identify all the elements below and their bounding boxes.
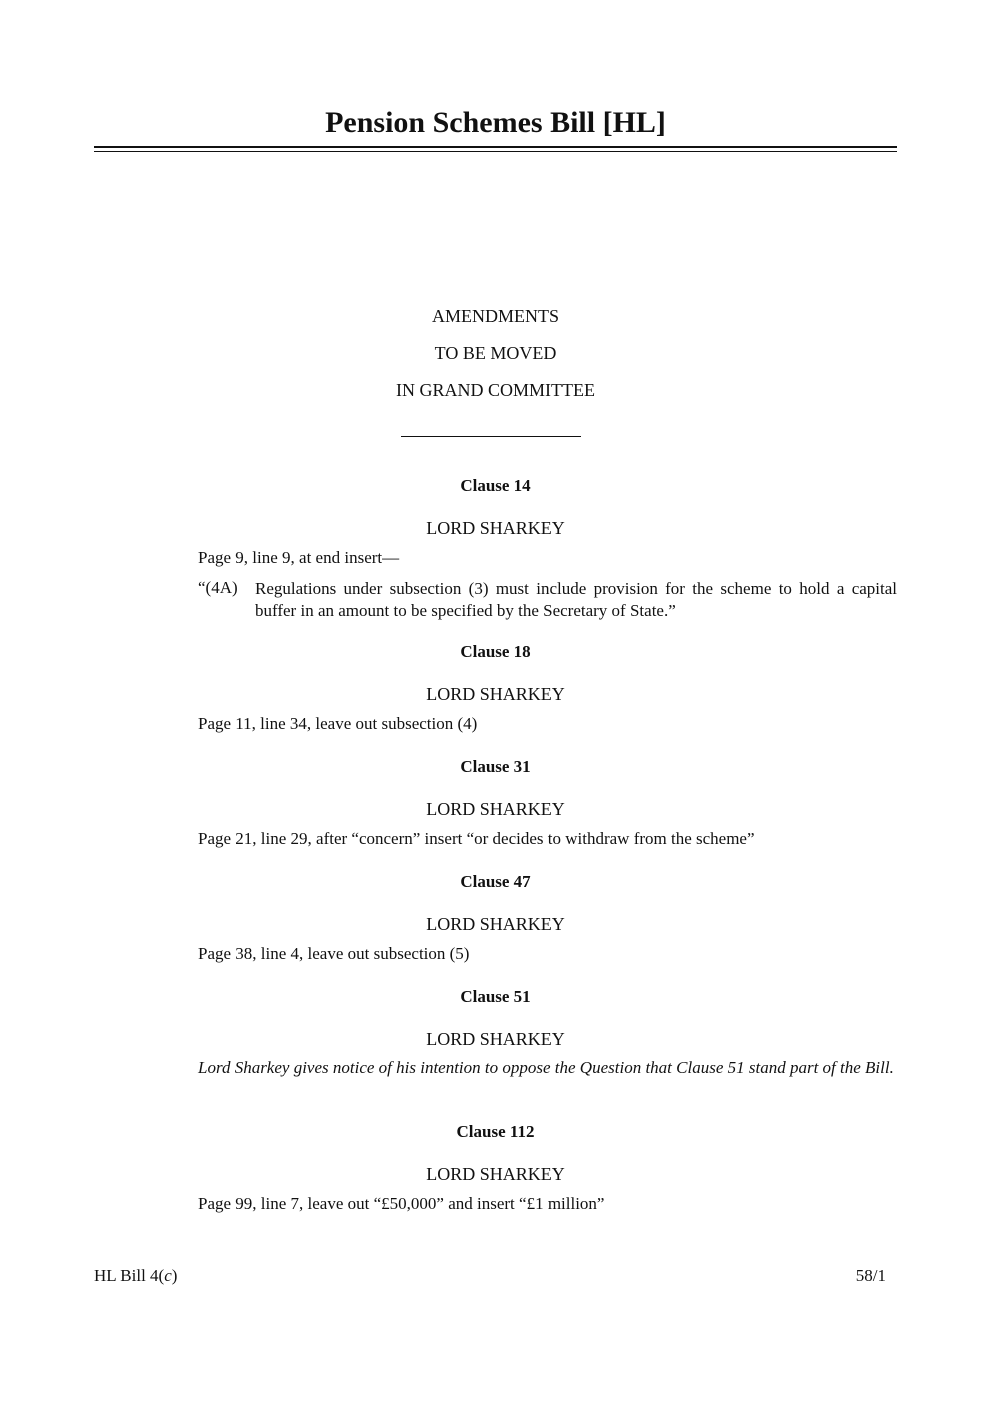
- clause-heading: Clause 18: [460, 642, 531, 661]
- clause-heading: Clause 14: [460, 476, 531, 495]
- clause-heading: Clause 31: [460, 757, 531, 776]
- intro-line-amendments: AMENDMENTS: [431, 306, 559, 326]
- mover-name: LORD SHARKEY: [426, 518, 565, 538]
- clause-heading: Clause 112: [456, 1122, 535, 1141]
- amendment-text: Page 38, line 4, leave out subsection (5): [198, 944, 470, 963]
- intro-line-grand-committee: IN GRAND COMMITTEE: [396, 380, 595, 400]
- clause-heading: Clause 51: [460, 987, 531, 1006]
- bill-number-prefix: HL Bill 4(: [94, 1266, 165, 1285]
- intro-line-to-be-moved: TO BE MOVED: [434, 343, 557, 363]
- page-title: Pension Schemes Bill [HL]: [325, 106, 666, 139]
- mover-name: LORD SHARKEY: [426, 1029, 565, 1049]
- subsection-number: “(4A): [198, 578, 238, 597]
- mover-name: LORD SHARKEY: [426, 914, 565, 934]
- title-rule-thick: [94, 146, 897, 148]
- amendment-text: Page 11, line 34, leave out subsection (4): [198, 714, 478, 733]
- bill-number: [94, 1266, 177, 1286]
- bill-number-italic: c: [164, 1266, 172, 1285]
- mover-name: LORD SHARKEY: [426, 799, 565, 819]
- title-rule-thin: [94, 151, 897, 152]
- section-divider: [401, 436, 581, 437]
- bill-number-close: ): [171, 1266, 178, 1285]
- amendment-text: Page 99, line 7, leave out “£50,000” and insert “£1 million”: [198, 1194, 605, 1213]
- notice-text: Lord Sharkey gives notice of his intention to oppose the Question that Clause 51 stand part of the Bill.: [198, 1058, 894, 1077]
- mover-name: LORD SHARKEY: [426, 1164, 565, 1184]
- clause-heading: Clause 47: [460, 872, 531, 891]
- page-reference: 58/1: [855, 1266, 886, 1285]
- amendment-text: Page 9, line 9, at end insert—: [198, 548, 400, 567]
- amendment-text: Page 21, line 29, after “concern” insert “or decides to withdraw from the scheme”: [198, 829, 755, 848]
- subsection-text: Regulations under subsection (3) must include provision for the scheme to hold a capital buffer in an amount to be specified by the Secretary of State.”: [255, 579, 897, 620]
- mover-name: LORD SHARKEY: [426, 684, 565, 704]
